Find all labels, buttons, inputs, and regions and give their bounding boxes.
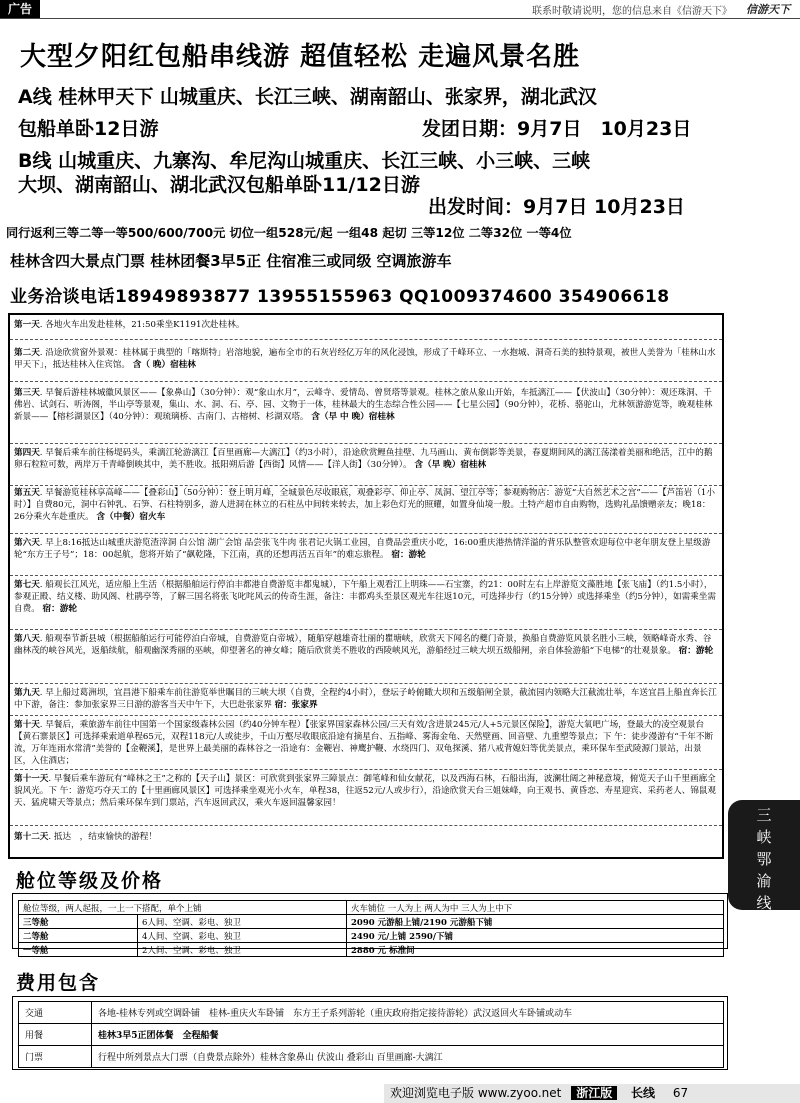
table-row: 交通 各地-桂林专列或空调卧铺 桂林-重庆火车卧铺 东方王子系列游轮（重庆政府指定接待游轮）武汉返回火车卧铺或动车 bbox=[19, 1002, 724, 1024]
fee-heading: 费用包含 bbox=[16, 972, 101, 994]
table-row: 舱位等级，两人起报，一上一下搭配，单个上铺 火车铺位 一人为上 两人为中 三人为上中下 bbox=[19, 901, 724, 915]
rebate-line: 同行返利三等二等一等500/600/700元 切位一组528元/起 一组48 起切 三等12位 二等32位 一等4位 bbox=[6, 226, 572, 240]
table-row: 二等舱 4人间、空调、彩电、独卫 2490 元/上铺 2590/下铺 bbox=[19, 929, 724, 943]
itinerary-day-8: 第八天. 船观奉节新县城（根据船舶运行可能停泊白帝城，自费游览白帝城），随船穿越雄奇壮丽的瞿塘峡，欣赏天下闻名的夔门奇景，换船自费游览风景名胜小三峡，领略峰奇水秀、谷幽林茂的峡谷风光，返船续航，船观幽深秀丽的巫峡，仰望著名的神女峰；随后欣赏美不胜收的西陵峡风光，游船经过三峡大坝五级船闸，亲自体验游船“下电梯”的壮观景象。 宿：游轮 bbox=[14, 634, 714, 656]
itinerary-day-1: 第一天. 各地火车出发赴桂林，21:50乘坐K1191次赴桂林。 bbox=[14, 320, 245, 330]
cabin-table bbox=[18, 900, 724, 957]
itinerary-day-3: 第三天. 早餐后游桂林城徽风景区——【象鼻山】（30分钟）：观“象山水月”，云峰寺、爱情岛、曾贤塔等景观。桂林之旅从象山开始，车抵漓江——【伏波山】（30分钟）：观还珠洞、千佛岩、试剑石、听涛阁，半山亭等景观，集山、水、洞、石、亭、园、文物于一体，桂林最大的生态综合性公园——【七星公园】（90分钟），花桥、骆驼山，尤林领游游览等，晚观桂林新景——【榕杉湖景区】（40分钟）：观琉璃桥、古南门、古榕树、杉湖双塔。 含（早 中 晚）宿桂林 bbox=[14, 388, 713, 422]
route-a-dates: 发团日期：9月7日 10月23日 bbox=[422, 118, 692, 140]
publication-logo: 信游天下 bbox=[746, 3, 790, 16]
route-b-dates: 出发时间：9月7日 10月23日 bbox=[428, 196, 685, 218]
itinerary-day-5: 第五天. 早餐游览桂林享高峰——【叠彩山】（50分钟）：登上明月峰，全城景色尽收眼底，观叠彩亭、仰止亭、凤洞、望江亭等；参观购物店：游览“大自然艺术之宫”——【芦笛岩（1小时）】自费80元，洞中石钟乳、石笋、石柱特别多，游人进洞在林立的石柱丛中间转来转去，加上彩色灯光的照耀，如置身仙境一般。土特产超市自由购物，选购礼品馈赠亲友；晚18：26分乘火车赴重庆。 含（中餐）宿火车 bbox=[14, 488, 715, 522]
itinerary-box bbox=[8, 313, 724, 859]
page-title: 大型夕阳红包船串线游 超值轻松 走遍风景名胜 bbox=[20, 42, 581, 72]
table-row: 三等舱 6人间、空调、彩电、独卫 2090 元游船上铺/2190 元游船下铺 bbox=[19, 915, 724, 929]
page-footer bbox=[384, 1084, 800, 1103]
table-row: 门票 行程中所列景点大门票（自费景点除外）桂林含象鼻山 伏波山 叠彩山 百里画廊-大漓江 bbox=[19, 1046, 724, 1068]
phone-line: 业务洽谈电话18949893877 13955155963 QQ1009374600 354906618 bbox=[10, 287, 670, 307]
table-row: 用餐 桂林3早5正团体餐 全程船餐 bbox=[19, 1024, 724, 1046]
footer-browse-text: 欢迎浏览电子版 www.zyoo.net bbox=[390, 1086, 562, 1100]
itinerary-day-7: 第七天. 船观长江风光，适应船上生活（根据船舶运行停泊丰都港自费游览丰都鬼城），下午船上观看江上明珠——石宝寨，约21：00时左右上岸游览文藻胜地【张飞庙】（约1.5小时），参观正殿、结义楼、助风阁、杜鹃亭等，了解三国名将张飞叱咤风云的传奇生涯，备注：丰都鸡头至景区观光车往返10元，可选择步行（约15分钟）或选择乘坐（约5分钟），如需乘坐需自费。 宿：游轮 bbox=[14, 580, 716, 614]
itinerary-day-12: 第十二天. 抵达 ，结束愉快的游程！ bbox=[14, 832, 157, 842]
route-a-line1: A线 桂林甲天下 山城重庆、长江三峡、湖南韶山、张家界，湖北武汉 bbox=[18, 86, 597, 108]
page-number: 67 bbox=[672, 1086, 689, 1100]
route-a-line2: 包船单卧12日游 bbox=[18, 118, 159, 140]
itinerary-day-9: 第九天. 早上船过葛洲坝，宜昌港下船乘车前往游览举世瞩目的三峡大坝（自费，全程约4小时），登坛子岭俯瞰大坝和五级船闸全景，截流园内领略大江截流壮举，车送宜昌上船直奔长江中下游，备注：参加张家界三日游的游客当天中午下，大巴赴张家界 宿：张家界 bbox=[14, 688, 717, 710]
itinerary-day-2: 第二天. 沿途欣赏窗外景观：桂林属于典型的「喀斯特」岩溶地貌，遍布全市的石灰岩经亿万年的风化浸蚀，形成了千峰环立、一水抱城、洞奇石美的独特景观，被世人美誉为「桂林山水甲天下」，抵达桂林入住宾馆。 含（ 晚）宿桂林 bbox=[14, 348, 716, 370]
itinerary-day-6: 第六天. 早上8:16抵达山城重庆游览渣滓洞 白公馆 湖广会馆 品尝张飞牛肉 张君记火锅工业园，自费品尝重庆小吃，16:00重庆港热情洋溢的背乐队整管欢迎每位中老年朋友登上星级游轮“东方王子号”；18：00起航，您将开始了“飙乾隆，下江南，真的还想再活五百年”的难忘旅程。 宿：游轮 bbox=[14, 538, 711, 560]
route-b-line2: 大坝、湖南韶山、湖北武汉包船单卧11/12日游 bbox=[18, 174, 420, 196]
route-b-line1: B线 山城重庆、九寨沟、牟尼沟山城重庆、长江三峡、小三峡、三峡 bbox=[18, 150, 591, 172]
route-side-tab: 三 峡 鄂 渝 线 bbox=[728, 800, 800, 910]
footer-section: 长线 bbox=[631, 1086, 656, 1100]
fee-table bbox=[18, 1001, 724, 1068]
footer-edition: 浙江版 bbox=[571, 1086, 617, 1100]
itinerary-day-4: 第四天. 早餐后乘车前往杨堤码头，乘漓江轮游漓江【百里画廊—大漓江】（约3小时），沿途欣赏鲤鱼挂壁、九马画山、黄布倒影等美景，春夏期间风的漓江荡漾着美丽和绝活，江中的鹅卵石粒粒可数，两岸万千青峰倒映其中，美不胜收。抵阳朔后游【西街】风情——【洋人街】（30分钟）。 含（早 晚）宿桂林 bbox=[14, 448, 713, 470]
cabin-heading: 舱位等级及价格 bbox=[16, 870, 164, 892]
source-notice: 联系时敬请说明，您的信息来自《信游天下》 bbox=[532, 6, 732, 17]
table-row: 一等舱 2人间、空调、彩电、独卫 2880 元 标准间 bbox=[19, 943, 724, 957]
includes-line: 桂林含四大景点门票 桂林团餐3早5正 住宿准三或同级 空调旅游车 bbox=[10, 252, 452, 270]
itinerary-day-10: 第十天. 早餐后，乘旅游车前往中国第一个国家级森林公园（约40分钟车程）【张家界国家森林公园/三天有效/含进景245元/人+5元景区保险】，游览大氧吧广场，登最大的凌空观景台【黄石寨景区】可选择乘索道单程65元，双程118元/人或徒步，千山万壑尽收眼底沿途有摘星台、五指峰、雾海金龟、天然壁画、回音壁、九重塑等景点；下 午：徒步漫游有“千年不断流，万年连雨水常清”美誉的【金鞭溪】，是世界上最美丽的森林谷之一沿途有：金鞭岩、神鹰护鞭、水绕四门、双龟探溪、猪八戒背媳妇等优美景点，乘环保车至武陵源门景站，出景区，入住酒店； bbox=[14, 720, 714, 766]
ad-tag: 广告 bbox=[0, 0, 40, 18]
itinerary-day-11: 第十一天. 早餐后乘车游玩有“峰林之王”之称的【天子山】景区：可欣赏到张家界三障景点：御笔峰和仙女献花，以及西海石林，石船出海，波澜壮阔之神秘意境，俯览天子山千里画廊全貌风光。下 午：游览巧夺天工的【十里画廊风景区】可选择乘坐观光小火车，单程38，往返52元/人或步行），沿途欣赏天台三姐妹峰，向王观书、黄昏恋、寿星迎宾、采药老人、锦鼠观天、猛虎啸天等景点；然后乘环保车到门票站，汽车返回武汉，乘火车返回温馨家园！ bbox=[14, 774, 717, 808]
